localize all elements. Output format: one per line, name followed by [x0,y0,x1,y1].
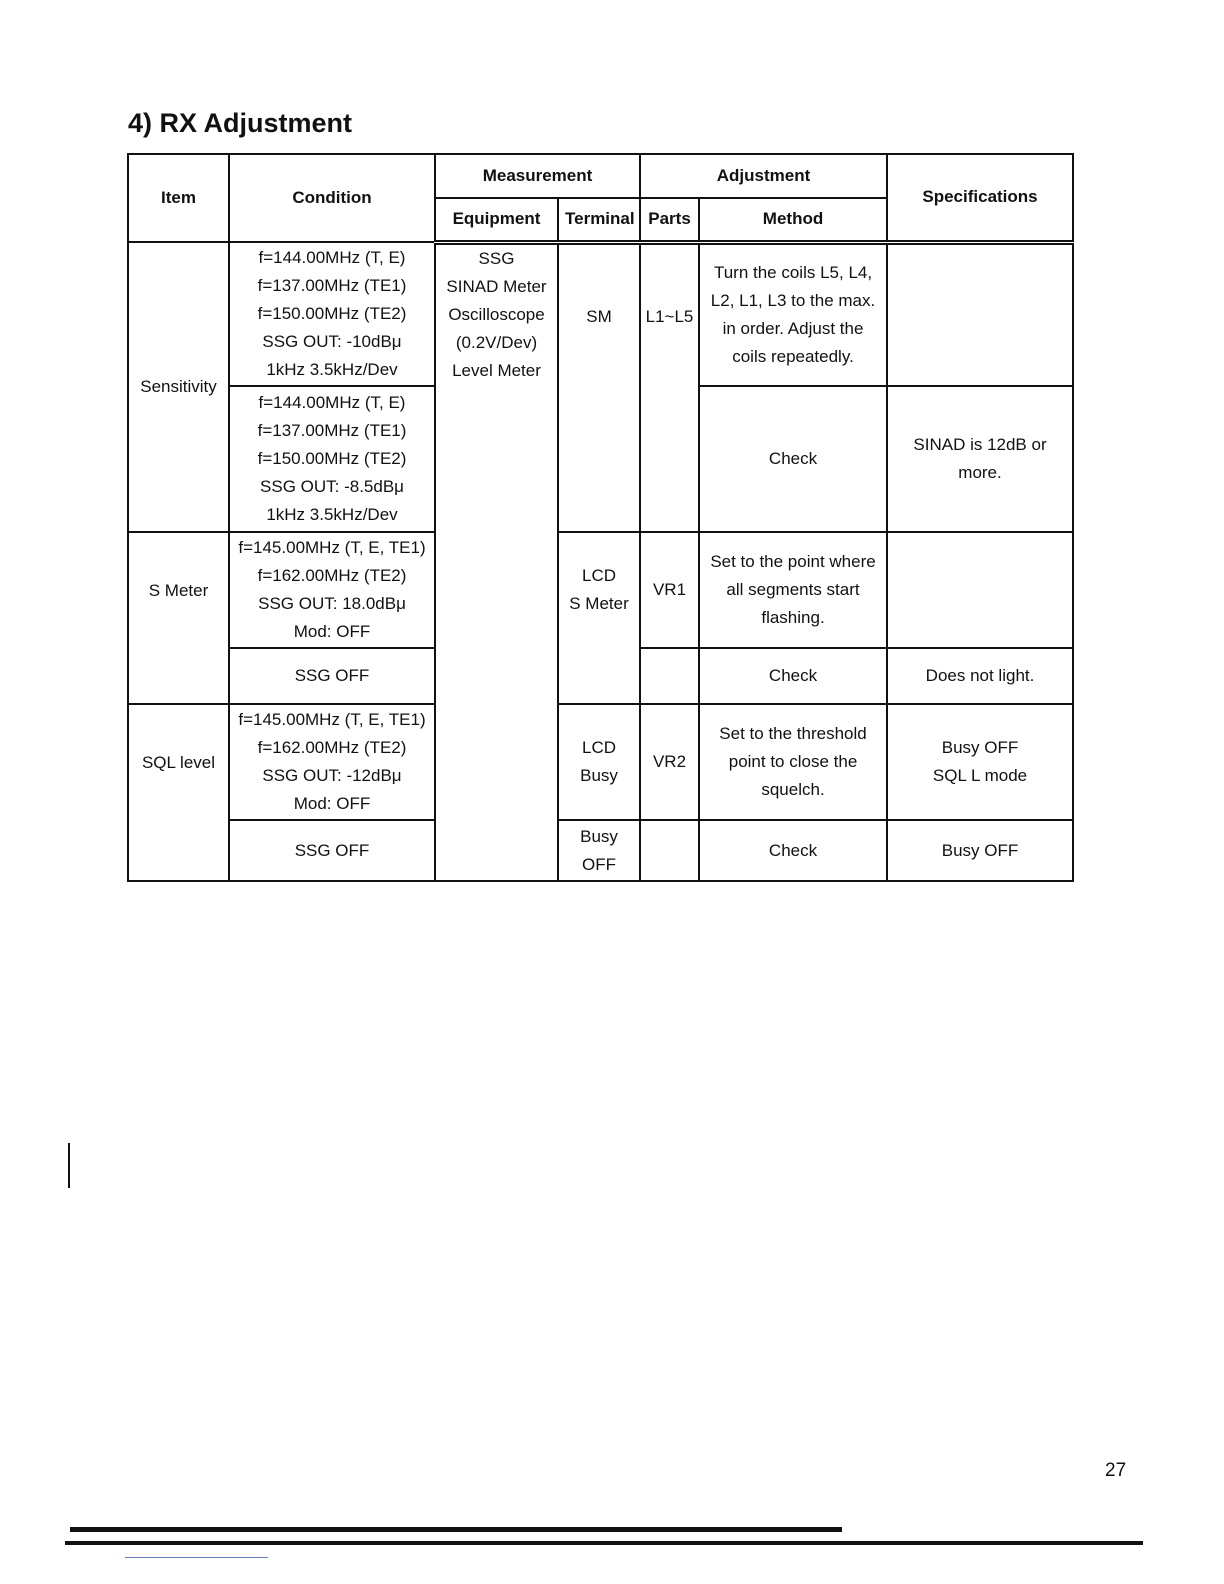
method-line: flashing. [761,608,825,627]
spec-cell [887,704,1073,820]
condition-line: Mod: OFF [293,622,371,641]
spec-line: more. [958,463,1002,482]
method-line: all segments start [726,580,860,599]
condition-line: 1kHz 3.5kHz/Dev [266,505,398,524]
header-parts: Parts [640,198,699,242]
header-item: Item [128,154,229,242]
item-s-meter [128,532,229,704]
condition-cell [229,704,435,820]
terminal-line: S Meter [569,594,629,613]
condition-line: f=150.00MHz (TE2) [257,304,407,323]
condition-line: f=145.00MHz (T, E, TE1) [238,710,426,729]
method-line: Set to the threshold [719,724,867,743]
header-measurement: Measurement [435,154,640,198]
condition-line: f=145.00MHz (T, E, TE1) [238,538,426,557]
terminal-cell [558,704,640,820]
terminal-line: OFF [582,854,616,874]
footer-rule [70,1527,842,1532]
condition-line: SSG OUT: -10dBμ [262,332,402,351]
equipment-line: SINAD Meter [446,276,547,296]
header-terminal: Terminal [558,198,640,242]
condition-cell [229,532,435,648]
condition-line: SSG OUT: -12dBμ [262,766,402,785]
method-cell [699,704,887,820]
condition-line: Mod: OFF [293,794,371,813]
condition-cell [229,242,435,386]
method-line: Turn the coils L5, L4, [713,262,873,282]
method-line: coils repeatedly. [732,346,854,366]
condition-cell: SSG OFF [229,648,435,704]
spec-cell [887,386,1073,532]
method-check: Check [699,386,887,532]
equipment-line: SSG [478,248,515,268]
condition-line: f=137.00MHz (TE1) [257,421,407,440]
condition-line: 1kHz 3.5kHz/Dev [266,360,398,379]
parts-cell [640,242,699,532]
margin-mark [68,1143,70,1188]
parts-value: VR2 [640,704,699,820]
method-check: Check [699,648,887,704]
spec-line: SQL L mode [932,766,1028,785]
footer-rule-thin [125,1557,268,1558]
item-label: SQL level [141,753,216,772]
header-equipment: Equipment [435,198,558,242]
parts-cell-empty [640,820,699,881]
method-check: Check [699,820,887,881]
condition-line: f=150.00MHz (TE2) [257,449,407,468]
parts-value: L1~L5 [645,306,694,326]
condition-line: SSG OUT: 18.0dBμ [258,594,406,613]
spec-line: SINAD is 12dB or [913,435,1047,454]
equipment-cell [435,242,558,881]
spec-cell: Busy OFF [887,820,1073,881]
condition-line: f=162.00MHz (TE2) [257,738,407,757]
equipment-line: (0.2V/Dev) [455,332,538,352]
footer-rule [65,1541,1143,1545]
condition-line: f=144.00MHz (T, E) [258,248,406,267]
terminal-line: LCD [582,566,617,585]
equipment-line: Level Meter [452,360,541,380]
parts-cell-empty [640,648,699,704]
terminal-cell [558,820,640,881]
terminal-line: LCD [582,738,617,757]
header-condition: Condition [229,154,435,242]
spec-cell: Does not light. [887,648,1073,704]
method-cell [699,532,887,648]
rx-adjustment-table [127,153,1074,882]
spec-cell-empty [887,242,1073,386]
condition-cell [229,386,435,532]
terminal-line: Busy [580,826,618,846]
terminal-line: Busy [580,766,618,785]
page-title: 4) RX Adjustment [128,108,353,138]
method-cell [699,242,887,386]
item-sensitivity: Sensitivity [128,242,229,532]
equipment-line: Oscilloscope [448,304,545,324]
terminal-cell [558,532,640,704]
condition-line: f=162.00MHz (TE2) [257,566,407,585]
item-sql-level [128,704,229,881]
header-adjustment: Adjustment [640,154,887,198]
condition-line: SSG OUT: -8.5dBμ [260,477,404,496]
parts-value: VR1 [640,532,699,648]
condition-line: f=137.00MHz (TE1) [257,276,407,295]
spec-cell-empty [887,532,1073,648]
terminal-cell [558,242,640,532]
page-number: 27 [1105,1460,1127,1481]
header-method: Method [699,198,887,242]
method-line: Set to the point where [710,552,876,571]
condition-line: f=144.00MHz (T, E) [258,393,406,412]
header-specifications: Specifications [887,154,1073,242]
condition-cell: SSG OFF [229,820,435,881]
spec-line: Busy OFF [941,738,1019,757]
method-line: in order. Adjust the [722,318,864,338]
method-line: L2, L1, L3 to the max. [710,290,876,310]
method-line: point to close the [728,752,858,771]
method-line: squelch. [761,780,825,799]
item-label: S Meter [148,581,209,600]
terminal-value: SM [586,306,612,326]
